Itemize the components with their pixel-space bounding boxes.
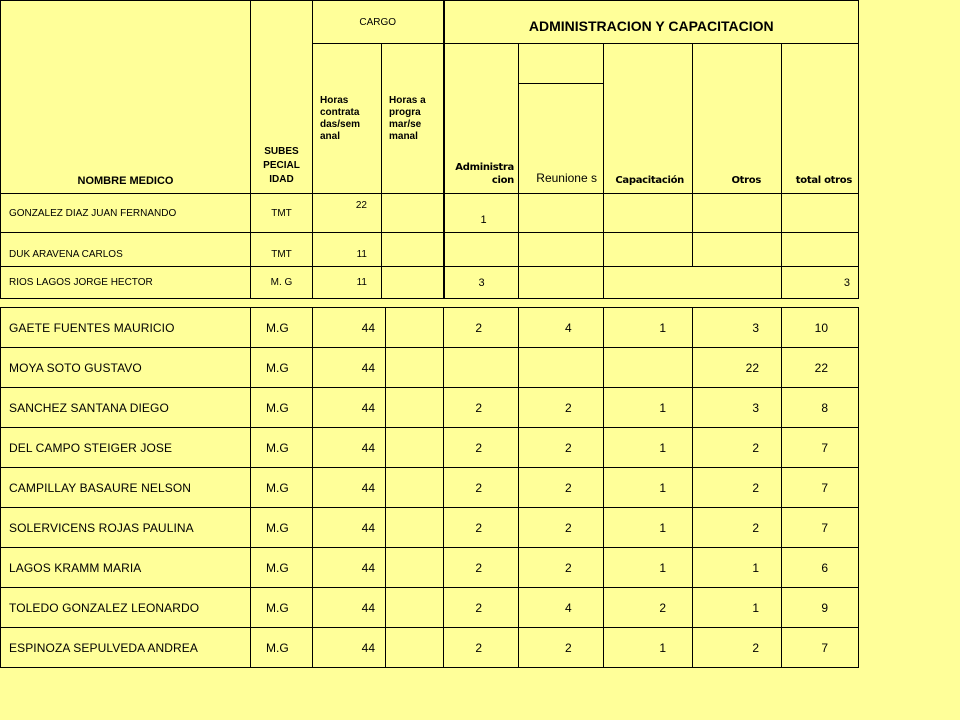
row-administracion: 2 bbox=[444, 428, 519, 468]
table-row bbox=[1, 348, 859, 388]
table-row bbox=[1, 233, 859, 267]
row-administracion bbox=[444, 233, 519, 267]
header-horas-contratadas bbox=[313, 44, 382, 194]
row-total-otros: 7 bbox=[782, 428, 859, 468]
header-horas-contratadas-label: Horas contrata das/sem anal bbox=[320, 94, 361, 142]
row-capacitacion bbox=[604, 194, 693, 233]
row-total-otros bbox=[782, 233, 859, 267]
header-blank-cell bbox=[519, 44, 604, 84]
row-programar bbox=[382, 233, 444, 267]
row-capacitacion: 1 bbox=[604, 428, 693, 468]
row-total-otros: 22 bbox=[782, 348, 859, 388]
header-reuniones bbox=[519, 84, 604, 194]
row-capacitacion: 1 bbox=[604, 628, 693, 668]
header-reuniones-label: Reunione s bbox=[536, 171, 597, 185]
row-administracion: 2 bbox=[444, 308, 519, 348]
row-horas: 44 bbox=[313, 548, 386, 588]
row-name: SANCHEZ SANTANA DIEGO bbox=[1, 388, 251, 428]
row-total-otros: 7 bbox=[782, 468, 859, 508]
row-otros: 2 bbox=[693, 468, 782, 508]
row-otros: 1 bbox=[693, 588, 782, 628]
row-name: GAETE FUENTES MAURICIO bbox=[1, 308, 251, 348]
row-subespecialidad: M. G bbox=[251, 267, 313, 299]
row-name: DUK ARAVENA CARLOS bbox=[1, 233, 251, 267]
row-total-otros: 6 bbox=[782, 548, 859, 588]
row-subespecialidad: TMT bbox=[251, 233, 313, 267]
row-otros: 3 bbox=[693, 388, 782, 428]
table-row bbox=[1, 628, 859, 668]
row-reuniones: 2 bbox=[519, 548, 604, 588]
row-programar bbox=[386, 628, 444, 668]
header-nombre-medico: NOMBRE MEDICO bbox=[1, 1, 251, 194]
row-otros: 1 bbox=[693, 548, 782, 588]
header-horas-programar-label: Horas a progra mar/se manal bbox=[389, 94, 426, 142]
row-subespecialidad: M.G bbox=[251, 428, 313, 468]
row-administracion: 2 bbox=[444, 628, 519, 668]
row-reuniones bbox=[519, 267, 604, 299]
row-reuniones: 2 bbox=[519, 468, 604, 508]
table-row bbox=[1, 388, 859, 428]
table-row bbox=[1, 194, 859, 233]
doctors-table bbox=[0, 307, 859, 668]
row-programar bbox=[386, 308, 444, 348]
row-programar bbox=[386, 468, 444, 508]
row-otros: 22 bbox=[693, 348, 782, 388]
row-total-otros bbox=[782, 194, 859, 233]
row-horas: 44 bbox=[313, 588, 386, 628]
table-row bbox=[1, 267, 859, 299]
row-total-otros: 9 bbox=[782, 588, 859, 628]
row-name: MOYA SOTO GUSTAVO bbox=[1, 348, 251, 388]
row-horas: 44 bbox=[313, 428, 386, 468]
row-otros bbox=[693, 233, 782, 267]
row-subespecialidad: M.G bbox=[251, 468, 313, 508]
table-row bbox=[1, 428, 859, 468]
header-subespecialidad bbox=[251, 1, 313, 194]
row-programar bbox=[386, 428, 444, 468]
row-total-otros: 10 bbox=[782, 308, 859, 348]
row-otros: 2 bbox=[693, 628, 782, 668]
row-reuniones: 2 bbox=[519, 388, 604, 428]
row-reuniones bbox=[519, 233, 604, 267]
header-total-otros: total otros bbox=[782, 44, 859, 194]
header-administracion-label: Administra cion bbox=[455, 162, 514, 186]
row-administracion: 3 bbox=[444, 267, 519, 299]
row-capacitacion bbox=[604, 267, 693, 299]
table-row bbox=[1, 548, 859, 588]
header-table bbox=[0, 0, 859, 299]
row-programar bbox=[386, 388, 444, 428]
table-row bbox=[1, 508, 859, 548]
row-total-otros: 7 bbox=[782, 508, 859, 548]
header-section-title: ADMINISTRACION Y CAPACITACION bbox=[444, 1, 859, 44]
row-horas: 44 bbox=[313, 508, 386, 548]
row-horas: 22 bbox=[313, 194, 382, 233]
header-subespecialidad-label: SUBES PECIAL IDAD bbox=[263, 146, 300, 185]
row-administracion: 2 bbox=[444, 548, 519, 588]
row-capacitacion bbox=[604, 348, 693, 388]
row-programar bbox=[386, 588, 444, 628]
row-administracion bbox=[444, 348, 519, 388]
row-subespecialidad: M.G bbox=[251, 548, 313, 588]
row-subespecialidad: M.G bbox=[251, 388, 313, 428]
header-cargo: CARGO bbox=[313, 1, 444, 44]
row-otros: 2 bbox=[693, 508, 782, 548]
row-capacitacion: 1 bbox=[604, 308, 693, 348]
row-otros: 3 bbox=[693, 308, 782, 348]
row-name: LAGOS KRAMM MARIA bbox=[1, 548, 251, 588]
row-capacitacion: 1 bbox=[604, 548, 693, 588]
row-reuniones: 4 bbox=[519, 308, 604, 348]
row-capacitacion: 1 bbox=[604, 468, 693, 508]
table-row bbox=[1, 588, 859, 628]
row-subespecialidad: M.G bbox=[251, 308, 313, 348]
row-horas: 44 bbox=[313, 388, 386, 428]
row-horas: 44 bbox=[313, 348, 386, 388]
row-reuniones: 2 bbox=[519, 508, 604, 548]
header-otros: Otros bbox=[693, 44, 782, 194]
row-capacitacion: 1 bbox=[604, 508, 693, 548]
table-row bbox=[1, 308, 859, 348]
row-programar bbox=[386, 508, 444, 548]
header-horas-programar bbox=[382, 44, 444, 194]
header-administracion bbox=[444, 44, 519, 194]
row-capacitacion bbox=[604, 233, 693, 267]
row-administracion: 2 bbox=[444, 468, 519, 508]
row-otros bbox=[693, 194, 782, 233]
row-horas: 44 bbox=[313, 628, 386, 668]
row-subespecialidad: TMT bbox=[251, 194, 313, 233]
row-programar bbox=[382, 267, 444, 299]
row-horas: 44 bbox=[313, 468, 386, 508]
row-otros bbox=[693, 267, 782, 299]
row-reuniones: 4 bbox=[519, 588, 604, 628]
row-name: CAMPILLAY BASAURE NELSON bbox=[1, 468, 251, 508]
row-programar bbox=[386, 548, 444, 588]
row-programar bbox=[386, 348, 444, 388]
row-administracion: 2 bbox=[444, 508, 519, 548]
row-administracion: 2 bbox=[444, 388, 519, 428]
row-capacitacion: 2 bbox=[604, 588, 693, 628]
row-total-otros: 7 bbox=[782, 628, 859, 668]
row-administracion: 2 bbox=[444, 588, 519, 628]
row-capacitacion: 1 bbox=[604, 388, 693, 428]
row-name: SOLERVICENS ROJAS PAULINA bbox=[1, 508, 251, 548]
row-name: TOLEDO GONZALEZ LEONARDO bbox=[1, 588, 251, 628]
row-subespecialidad: M.G bbox=[251, 508, 313, 548]
row-reuniones: 2 bbox=[519, 628, 604, 668]
row-subespecialidad: M.G bbox=[251, 628, 313, 668]
row-horas: 44 bbox=[313, 308, 386, 348]
row-subespecialidad: M.G bbox=[251, 348, 313, 388]
row-name: GONZALEZ DIAZ JUAN FERNANDO bbox=[1, 194, 251, 233]
header-capacitacion: Capacitación bbox=[604, 44, 693, 194]
row-reuniones bbox=[519, 194, 604, 233]
row-name: DEL CAMPO STEIGER JOSE bbox=[1, 428, 251, 468]
row-reuniones: 2 bbox=[519, 428, 604, 468]
row-programar bbox=[382, 194, 444, 233]
row-horas: 11 bbox=[313, 233, 382, 267]
table-row bbox=[1, 468, 859, 508]
row-reuniones bbox=[519, 348, 604, 388]
row-horas: 11 bbox=[313, 267, 382, 299]
row-total-otros: 8 bbox=[782, 388, 859, 428]
row-name: ESPINOZA SEPULVEDA ANDREA bbox=[1, 628, 251, 668]
row-otros: 2 bbox=[693, 428, 782, 468]
row-administracion: 1 bbox=[444, 194, 519, 233]
row-subespecialidad: M.G bbox=[251, 588, 313, 628]
row-name: RIOS LAGOS JORGE HECTOR bbox=[1, 267, 251, 299]
row-total-otros: 3 bbox=[782, 267, 859, 299]
